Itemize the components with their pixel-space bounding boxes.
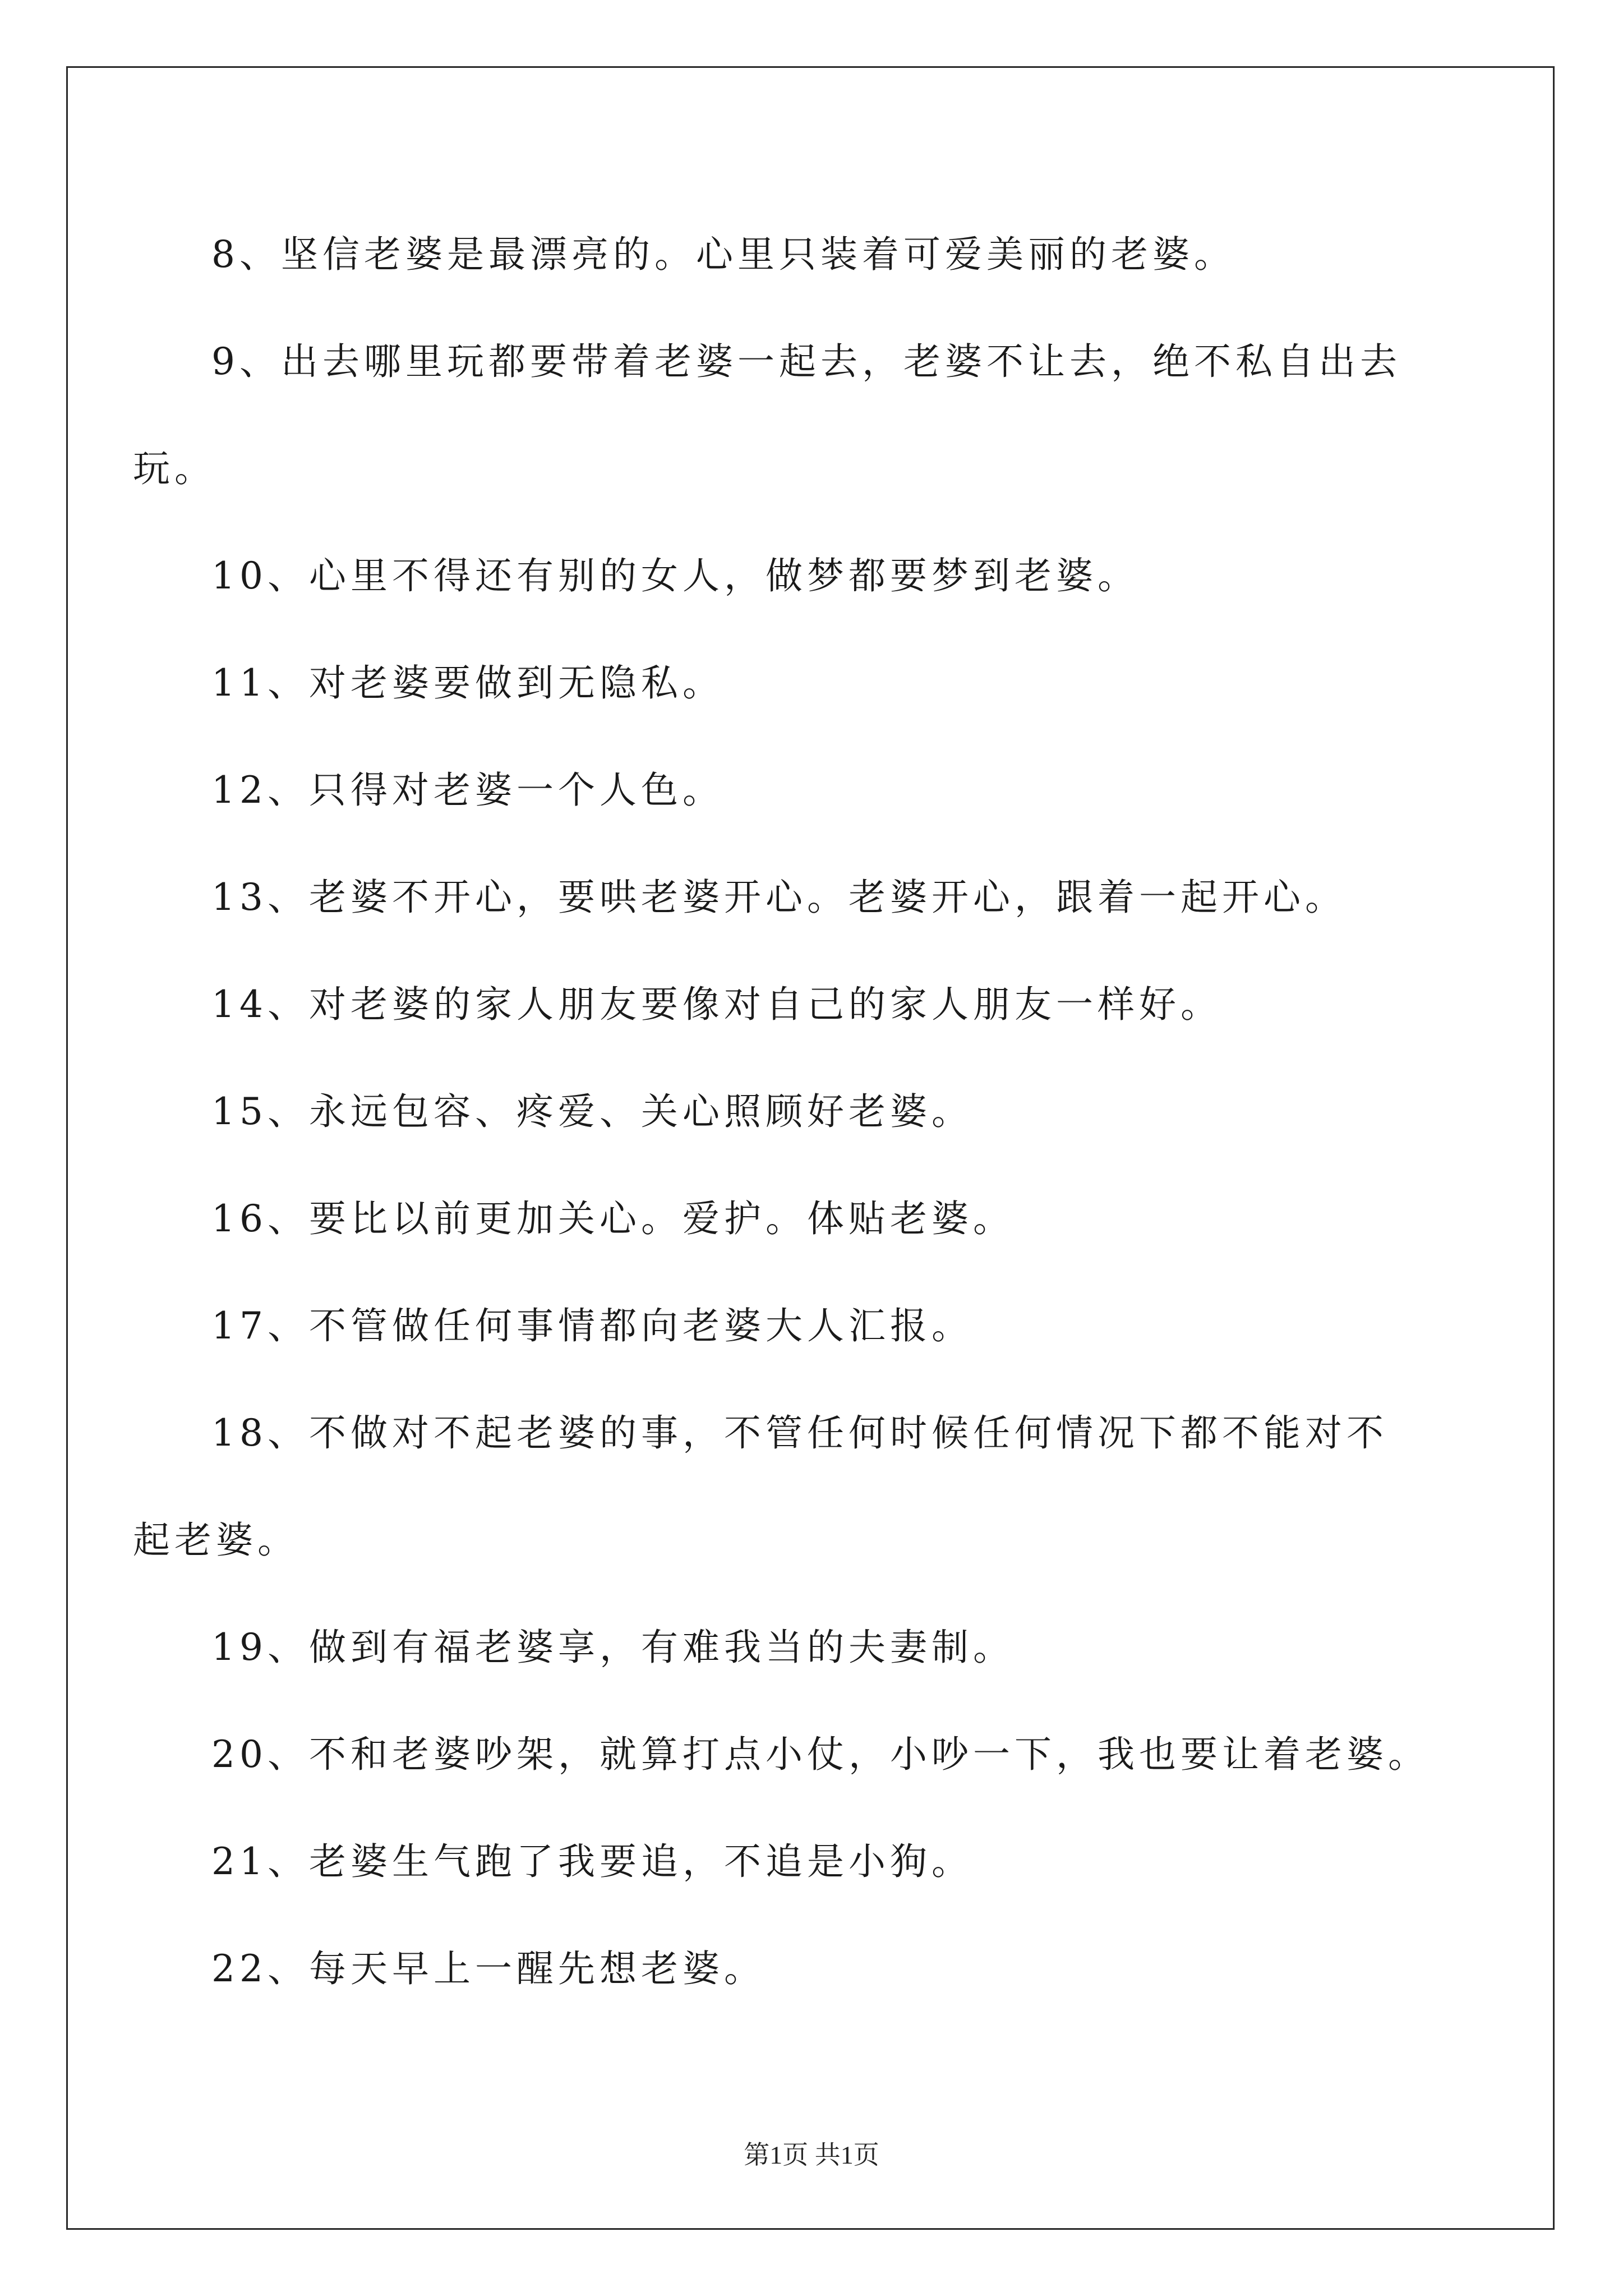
page-number-footer: 第1页 共1页 — [744, 2141, 879, 2169]
list-item-19: 19、做到有福老婆享，有难我当的夫妻制。 — [211, 1626, 1015, 1669]
list-item-10: 10、心里不得还有别的女人，做梦都要梦到老婆。 — [211, 554, 1139, 597]
list-item-17: 17、不管做任何事情都向老婆大人汇报。 — [211, 1304, 973, 1347]
list-item-18-continuation: 起老婆。 — [133, 1519, 299, 1562]
list-item-20: 20、不和老婆吵架，就算打点小仗，小吵一下，我也要让着老婆。 — [211, 1733, 1430, 1776]
list-item-9-continuation: 玩。 — [133, 447, 216, 490]
list-item-18: 18、不做对不起老婆的事，不管任何时候任何情况下都不能对不 — [211, 1411, 1388, 1455]
list-item-22: 22、每天早上一醒先想老婆。 — [211, 1947, 766, 1990]
list-item-8: 8、坚信老婆是最漂亮的。心里只装着可爱美丽的老婆。 — [211, 233, 1235, 276]
list-item-21: 21、老婆生气跑了我要追，不追是小狗。 — [211, 1840, 973, 1883]
list-item-13: 13、老婆不开心，要哄老婆开心。老婆开心，跟着一起开心。 — [211, 876, 1347, 919]
list-item-16: 16、要比以前更加关心。爱护。体贴老婆。 — [211, 1197, 1015, 1240]
list-item-11: 11、对老婆要做到无隐私。 — [211, 661, 724, 705]
list-item-15: 15、永远包容、疼爱、关心照顾好老婆。 — [211, 1090, 973, 1133]
list-item-14: 14、对老婆的家人朋友要像对自己的家人朋友一样好。 — [211, 983, 1222, 1026]
list-item-9: 9、出去哪里玩都要带着老婆一起去，老婆不让去，绝不私自出去 — [211, 340, 1401, 383]
list-item-12: 12、只得对老婆一个人色。 — [211, 769, 724, 812]
page-border — [66, 66, 1555, 2230]
